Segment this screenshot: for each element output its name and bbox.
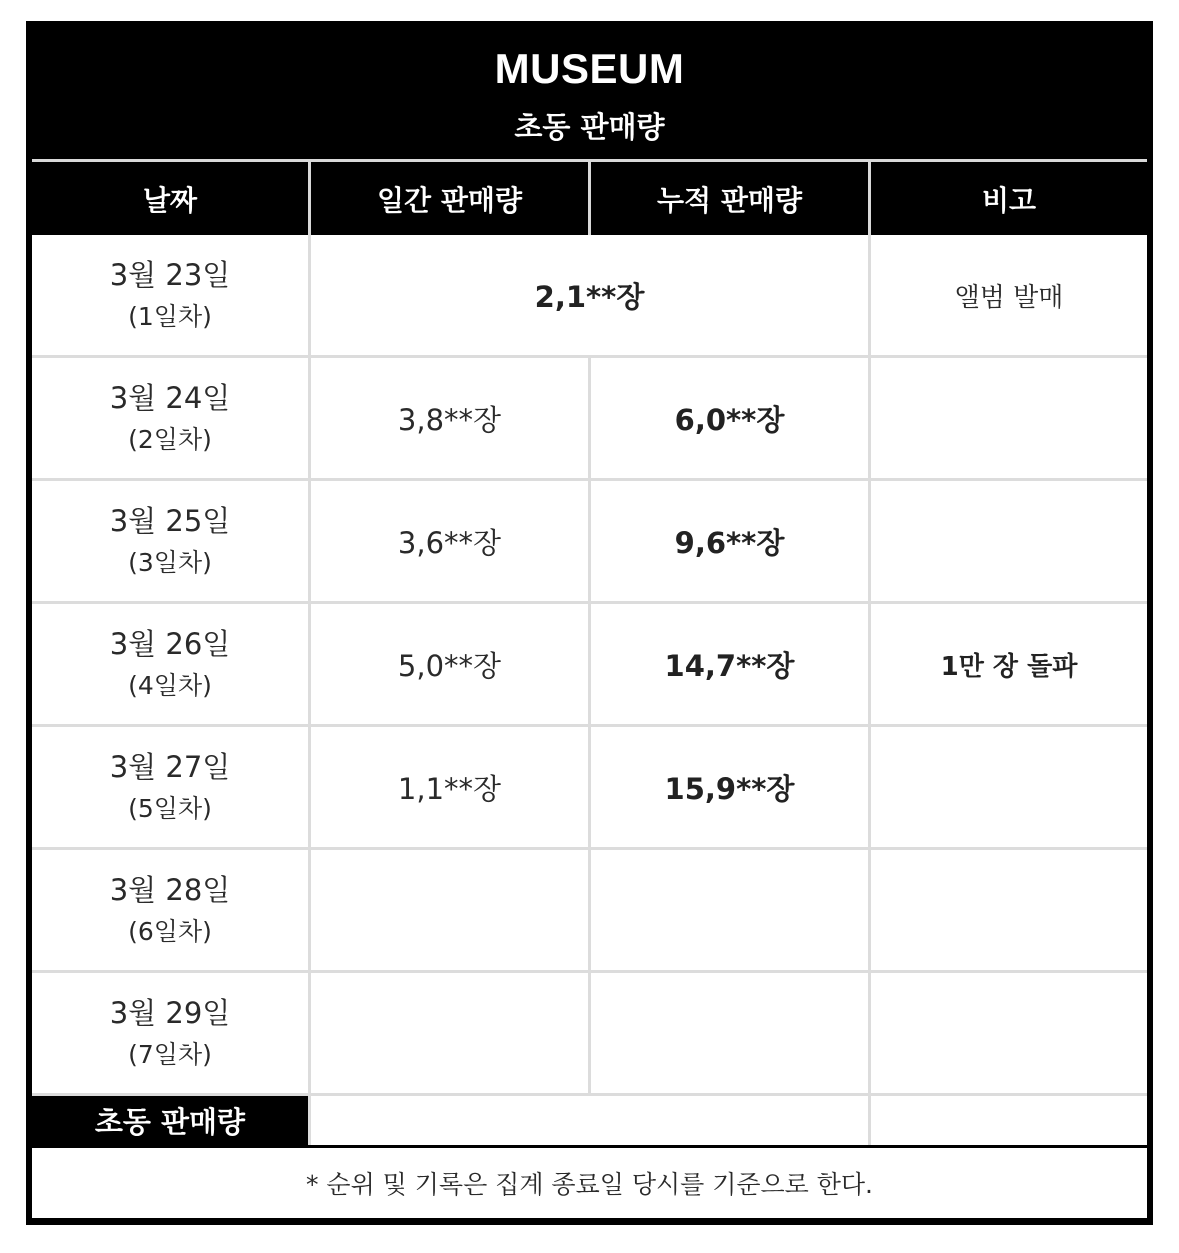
day-label: (6일차)	[128, 917, 212, 946]
cumulative-sales-cell	[591, 481, 868, 601]
note-text: 1만 장 돌파	[940, 651, 1078, 682]
cumulative-sales-value: 9,6**장	[674, 525, 785, 560]
daily-sales-cell	[311, 850, 588, 970]
column-header-date: 날짜	[32, 162, 308, 235]
note-text: 앨범 발매	[954, 282, 1064, 313]
daily-sales-value: 3,8**장	[397, 402, 502, 437]
cumulative-sales-value: 6,0**장	[674, 402, 785, 437]
date-label: 3월 24일	[109, 381, 231, 415]
table-row-date-cell	[32, 235, 308, 355]
daily-sales-value: 1,1**장	[397, 771, 502, 806]
day-label: (4일차)	[128, 671, 212, 700]
note-cell	[871, 235, 1147, 355]
note-cell	[871, 727, 1147, 847]
footer-note: * 순위 및 기록은 집계 종료일 당시를 기준으로 한다.	[32, 1148, 1147, 1218]
cumulative-sales-value: 14,7**장	[664, 648, 795, 683]
note-cell	[871, 358, 1147, 478]
day-label: (7일차)	[128, 1040, 212, 1069]
merged-sales-cell	[311, 235, 868, 355]
table-row-date-cell	[32, 481, 308, 601]
cumulative-sales-cell	[591, 358, 868, 478]
total-label: 초동 판매량	[32, 1096, 308, 1145]
day-label: (2일차)	[128, 425, 212, 454]
sales-table	[26, 21, 1153, 1225]
date-label: 3월 25일	[109, 504, 231, 538]
date-label: 3월 23일	[109, 258, 231, 292]
cumulative-sales-cell	[591, 604, 868, 724]
column-header-cumulative: 누적 판매량	[591, 162, 868, 235]
table-body	[32, 235, 1147, 1145]
daily-sales-cell	[311, 604, 588, 724]
daily-sales-cell	[311, 727, 588, 847]
table-row-date-cell	[32, 850, 308, 970]
album-title: MUSEUM	[494, 45, 685, 92]
total-note-cell	[871, 1096, 1147, 1145]
date-label: 3월 29일	[109, 996, 231, 1030]
daily-sales-value: 3,6**장	[397, 525, 502, 560]
table-row-date-cell	[32, 727, 308, 847]
cumulative-sales-value: 15,9**장	[664, 771, 795, 806]
note-cell	[871, 850, 1147, 970]
cumulative-sales-cell	[591, 850, 868, 970]
total-value-cell	[311, 1096, 868, 1145]
table-row-date-cell	[32, 604, 308, 724]
date-label: 3월 26일	[109, 627, 231, 661]
day-label: (3일차)	[128, 548, 212, 577]
cumulative-sales-cell	[591, 727, 868, 847]
table-header	[26, 21, 1153, 159]
daily-sales-cell	[311, 973, 588, 1093]
date-label: 3월 27일	[109, 750, 231, 784]
column-header-daily: 일간 판매량	[311, 162, 588, 235]
daily-sales-cell	[311, 481, 588, 601]
cumulative-sales-cell	[591, 973, 868, 1093]
daily-sales-value: 5,0**장	[397, 648, 502, 683]
sales-value: 2,1**장	[534, 279, 645, 314]
table-row-date-cell	[32, 973, 308, 1093]
day-label: (1일차)	[128, 302, 212, 331]
daily-sales-cell	[311, 358, 588, 478]
day-label: (5일차)	[128, 794, 212, 823]
note-cell	[871, 604, 1147, 724]
note-cell	[871, 481, 1147, 601]
table-subtitle: 초동 판매량	[514, 110, 665, 144]
note-cell	[871, 973, 1147, 1093]
date-label: 3월 28일	[109, 873, 231, 907]
table-row-date-cell	[32, 358, 308, 478]
column-header-note: 비고	[871, 162, 1147, 235]
